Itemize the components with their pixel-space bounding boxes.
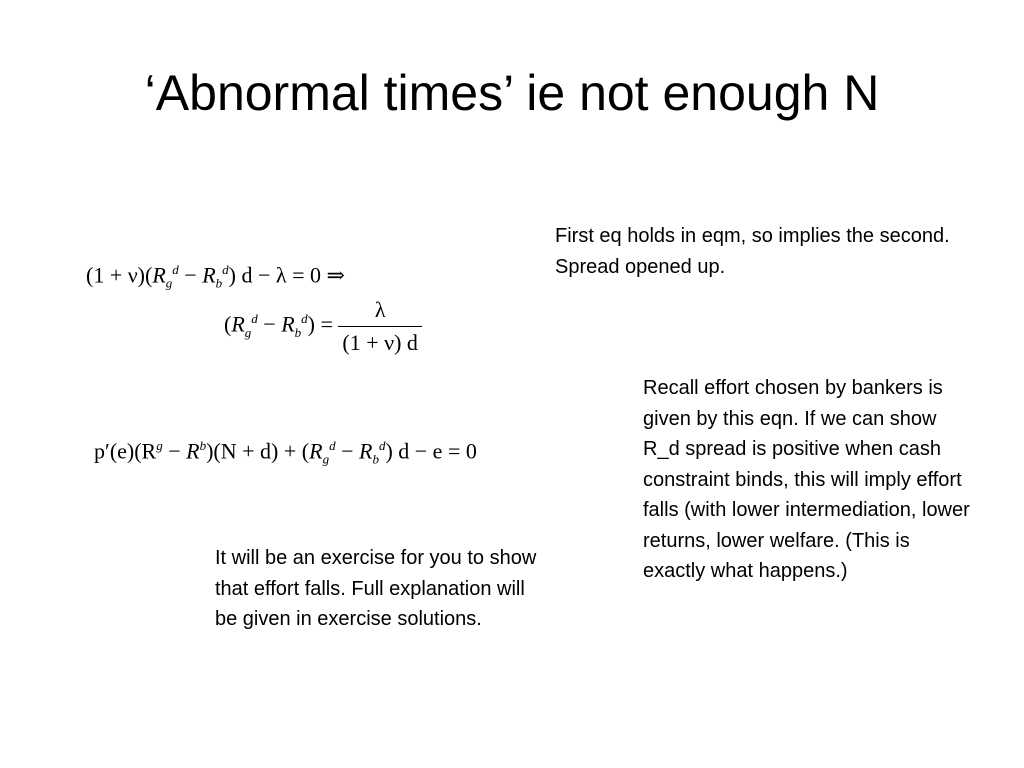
- eq1-mid: ) d − λ = 0 ⇒: [228, 262, 345, 288]
- eq3-tail: ) d − e = 0: [385, 438, 477, 464]
- eq2-fraction: [338, 296, 422, 357]
- note-first-equation: First eq holds in eqm, so implies the second. Spread opened up.: [555, 225, 950, 278]
- eq3-part2: )(N + d) + (: [206, 438, 310, 464]
- eq2-lhs-close: ) =: [307, 311, 333, 337]
- eq2-denominator: (1 + ν) d: [338, 326, 422, 357]
- eq1-prefix: (1 + ν)(: [86, 262, 153, 288]
- slide-title: ‘Abnormal times’ ie not enough N: [144, 65, 880, 121]
- note-effort: Recall effort chosen by bankers is given by this eqn. If we can show R_d spread is positive when cash constraint binds, this will imply effort falls (with lower intermediation, lower returns, lower welfare. (This is exactly what happens.): [643, 377, 970, 582]
- equation-spread: $(R_g^d - R_b^d)$ = $\frac{\lambda}{(1 + \nu) d}$: [224, 296, 422, 357]
- eq3-head: p′(e)(R: [94, 438, 157, 464]
- note-exercise: It will be an exercise for you to show that effort falls. Full explanation will be given in exercise solutions.: [215, 547, 537, 630]
- equation-first-order-condition: $(1 + \nu)(R_g^d - R_b^d)$ d − λ = 0 ⇒: [86, 262, 345, 291]
- equation-effort-choice: $p'(e)(R^g - R^b)(N + d) + (R_g^d - R_b^d) d - e = 0$: [94, 438, 477, 467]
- eq2-numerator: λ: [374, 297, 386, 322]
